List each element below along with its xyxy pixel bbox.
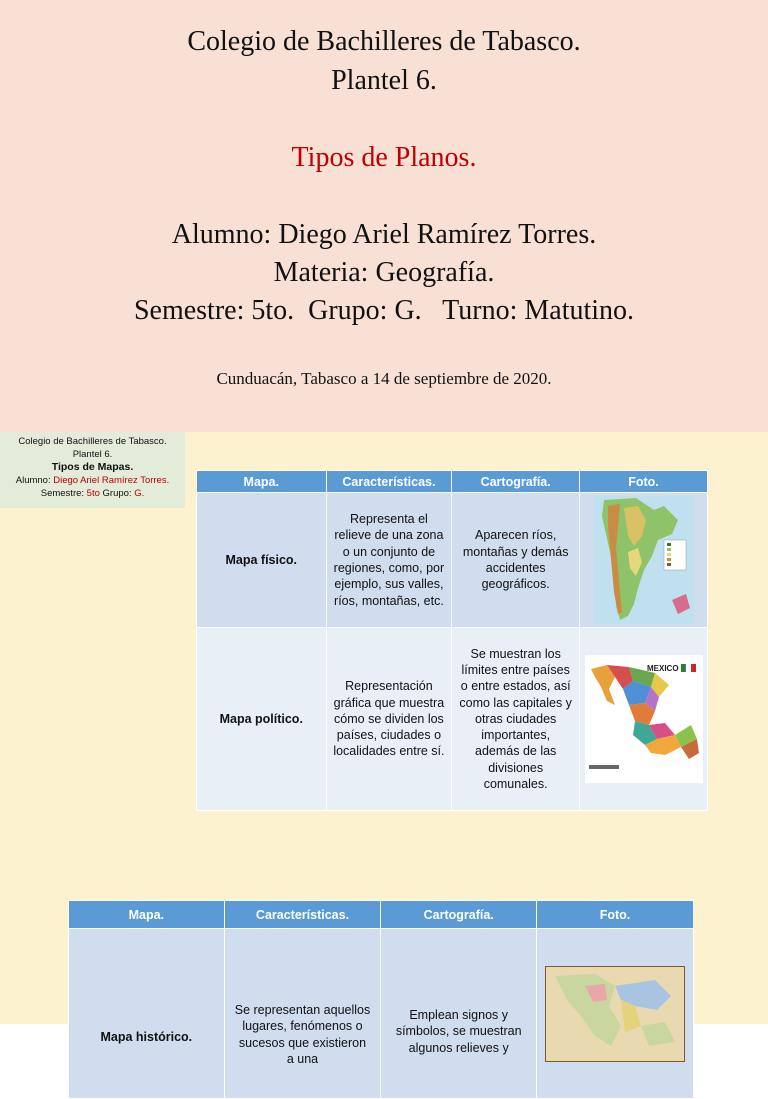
col-header-map: Mapa. [197, 471, 327, 493]
col-header-cartography: Cartografía. [452, 471, 580, 493]
subject-line: Materia: Geografía. [273, 257, 495, 288]
map-type-cell: Mapa histórico. [69, 929, 225, 1099]
maps-table-2 [68, 900, 694, 1099]
maps-table-1 [196, 470, 708, 811]
characteristics-cell: Representación gráfica que muestra cómo se dividen los países, ciudades o localidades entre sí. [326, 628, 452, 811]
col-header-map: Mapa. [69, 901, 225, 929]
col-header-characteristics: Características. [224, 901, 381, 929]
campus-name: Plantel 6. [331, 65, 437, 96]
maps-slide [0, 432, 768, 1066]
table-row [197, 628, 708, 811]
col-header-photo: Foto. [580, 471, 708, 493]
political-map-mexico-icon [585, 655, 703, 783]
header-box [0, 432, 185, 508]
header-student: Alumno: Diego Ariel Ramírez Torres. [15, 475, 170, 486]
historical-map-mexico-icon [545, 966, 685, 1062]
header-student-name: Diego Ariel Ramírez Torres. [53, 475, 170, 486]
photo-cell [537, 929, 694, 1099]
cartography-cell: Aparecen ríos, montañas y demás accidentes geográficos. [452, 493, 580, 628]
characteristics-cell: Representa el relieve de una zona o un conjunto de regiones, como, por ejemplo, sus valles, ríos, montañas, etc. [326, 493, 452, 628]
cover-slide [0, 0, 768, 432]
map-type-cell: Mapa físico. [197, 493, 327, 628]
group-line: Semestre: 5to. Grupo: G. Turno: Matutino. [133, 295, 635, 326]
place-date: Cunduacán, Tabasco a 14 de septiembre de 2020. [216, 369, 552, 388]
header-title: Tipos de Mapas. [51, 461, 134, 473]
col-header-cartography: Cartografía. [381, 901, 537, 929]
table-header-row [197, 471, 708, 493]
header-school: Colegio de Bachilleres de Tabasco. [18, 436, 167, 447]
school-name: Colegio de Bachilleres de Tabasco. [187, 26, 581, 57]
map-type-cell: Mapa político. [197, 628, 327, 811]
col-header-characteristics: Características. [326, 471, 452, 493]
col-header-photo: Foto. [537, 901, 694, 929]
presentation-title: Tipos de Planos. [291, 142, 477, 173]
characteristics-cell: Se representan aquellos lugares, fenómenos o sucesos que existieron a una [224, 929, 381, 1099]
cartography-cell: Se muestran los límites entre países o entre estados, así como las capitales y otras ciudades importantes, además de las divisiones comunales. [452, 628, 580, 811]
map-title-label: MEXICO [646, 664, 679, 673]
physical-map-argentina-icon [594, 496, 694, 624]
cartography-cell: Emplean signos y símbolos, se muestran algunos relieves y [381, 929, 537, 1099]
photo-cell [580, 628, 708, 811]
photo-cell [580, 493, 708, 628]
header-semester: Semestre: 5to Grupo: G. [40, 488, 145, 499]
table-row [69, 929, 694, 1099]
table-row [197, 493, 708, 628]
header-campus: Plantel 6. [72, 449, 113, 460]
student-line: Alumno: Diego Ariel Ramírez Torres. [171, 219, 597, 250]
table-header-row [69, 901, 694, 929]
